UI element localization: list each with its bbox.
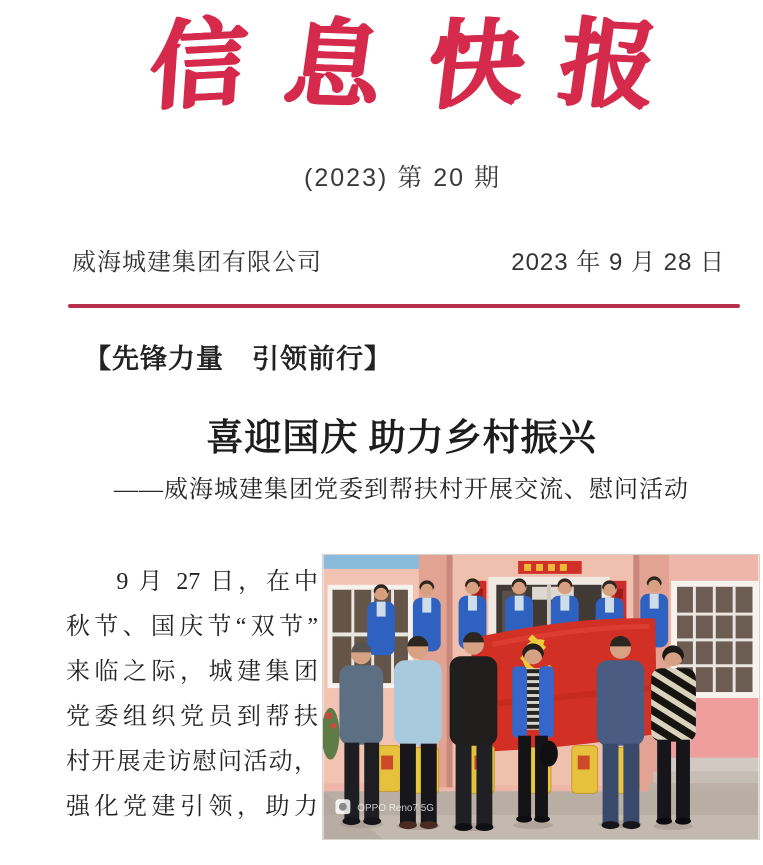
publish-date: 2023 年 9 月 28 日: [511, 249, 725, 276]
watermark-text: OPPO Reno7 5G: [357, 803, 434, 815]
body-line: 党委组织党员到帮扶: [66, 704, 318, 730]
body-line: 秋节、国庆节“双节”: [66, 614, 318, 640]
article-subtitle: ——威海城建集团党委到帮扶村开展交流、慰问活动: [114, 477, 689, 503]
body-line: 村开展走访慰问活动，: [66, 749, 318, 775]
body-line: 来临之际，城建集团: [66, 659, 318, 685]
masthead: [0, 6, 763, 308]
article: [0, 342, 763, 840]
body-line: 强化党建引领，助力: [66, 794, 318, 820]
article-body: [66, 554, 322, 830]
article-photo: [322, 554, 760, 840]
masthead-char: 信: [145, 9, 250, 122]
body-line: 9 月 27 日，在中: [116, 569, 318, 595]
red-divider: [68, 304, 740, 308]
issue-line: (2023) 第 20 期: [304, 164, 501, 192]
company-name: 威海城建集团有限公司: [72, 249, 322, 276]
section-label: 【先锋力量 引领前行】: [84, 344, 392, 374]
masthead-char: 报: [552, 9, 663, 122]
steps: [657, 758, 758, 772]
masthead-char: 息: [278, 10, 390, 121]
article-title: 喜迎国庆 助力乡村振兴: [206, 418, 597, 459]
group-photo-illustration: [323, 555, 759, 839]
masthead-title: [0, 6, 763, 126]
masthead-char: 快: [420, 10, 531, 121]
meta-row: [72, 248, 725, 278]
article-content: [66, 554, 763, 840]
